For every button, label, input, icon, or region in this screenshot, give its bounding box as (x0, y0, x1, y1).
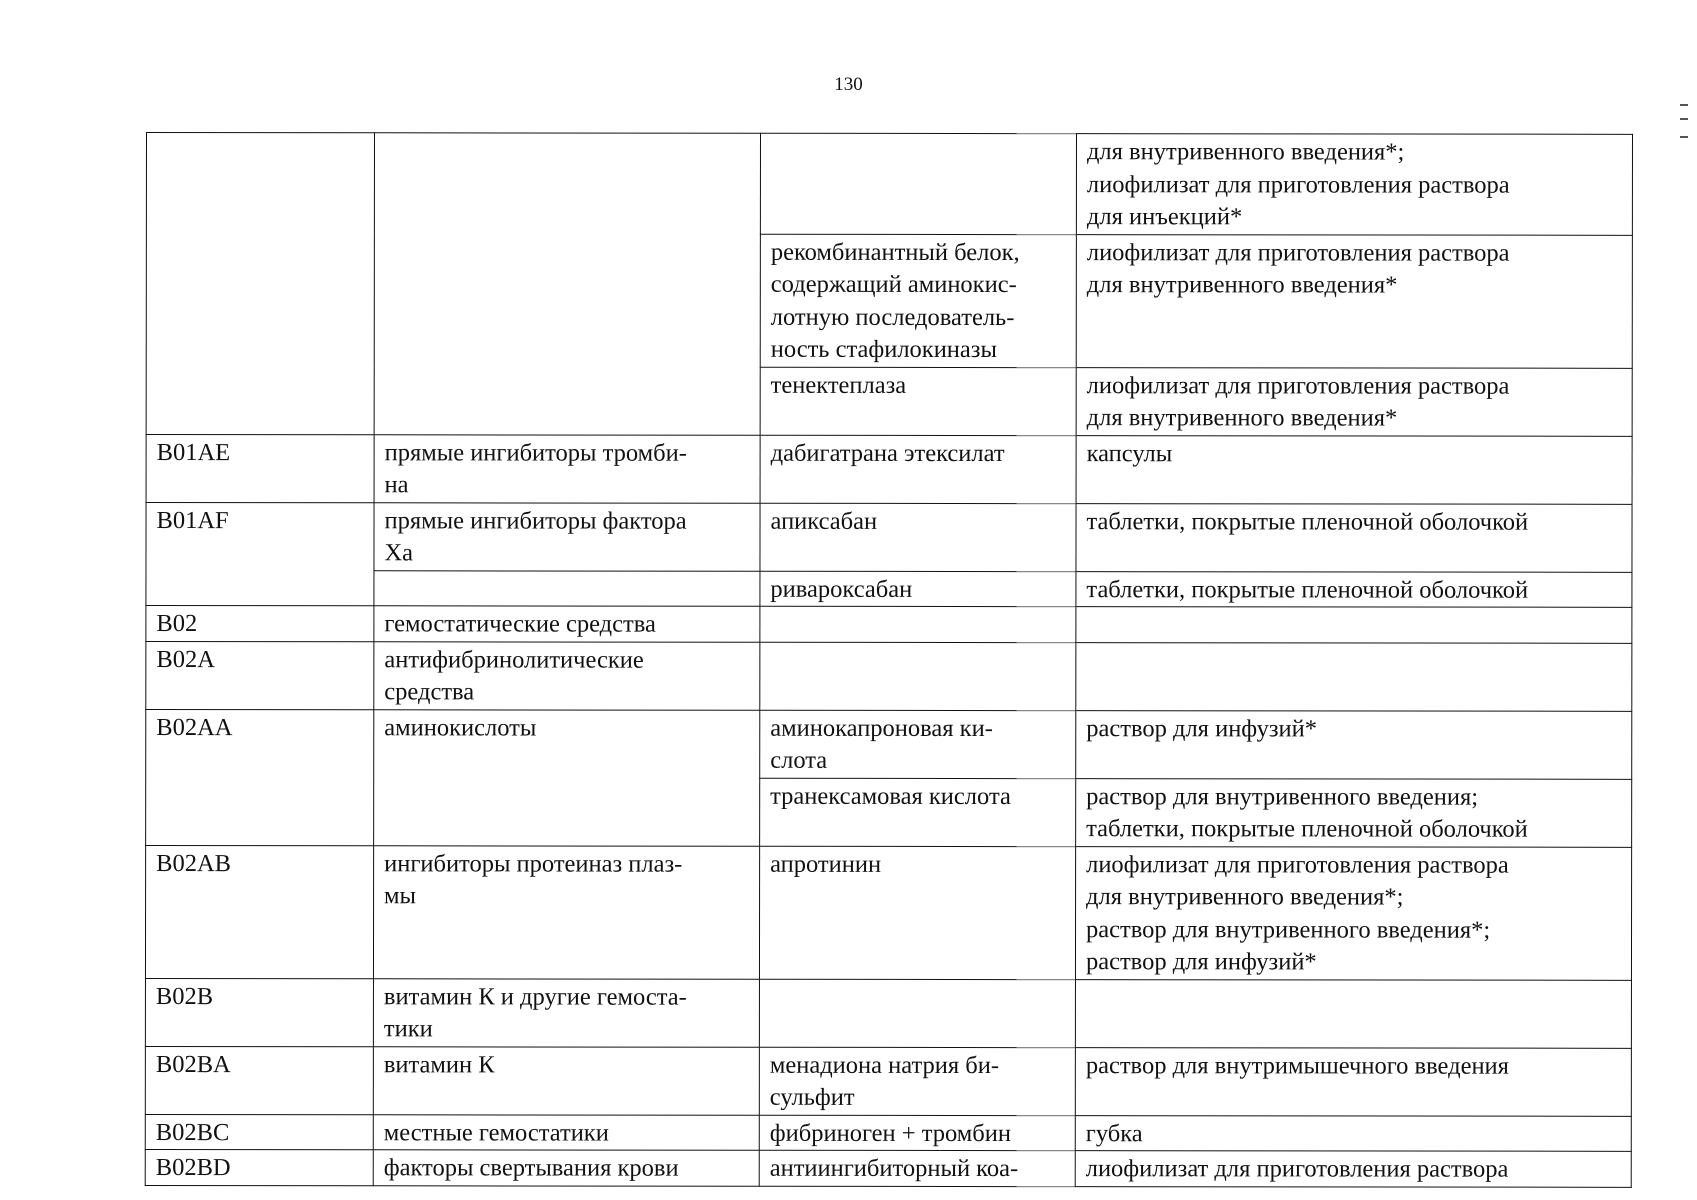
forms-cell: таблетки, покрытые пленочной оболочкой (1076, 571, 1632, 607)
atc-code-cell: B02AB (145, 845, 373, 978)
drug-cell: ривароксабан (760, 571, 1076, 607)
group-cell: аминокислоты (374, 709, 760, 845)
forms-cell: раствор для инфузий* (1076, 710, 1632, 779)
table-row (146, 606, 1632, 643)
forms-cell: лиофилизат для приготовления раствора для внутривенного введения* (1076, 234, 1632, 368)
table-row (145, 1149, 1631, 1186)
atc-code-cell: B02 (146, 606, 374, 642)
atc-code-cell: B02BA (145, 1046, 373, 1114)
atc-code-cell: B02BC (145, 1114, 373, 1150)
atc-code-cell: B02B (145, 978, 373, 1046)
group-cell: витамин К и другие гемоста- тики (373, 978, 759, 1046)
atc-code-cell: B02AA (146, 709, 374, 845)
atc-code-cell: B01AE (146, 434, 374, 502)
forms-cell (1075, 979, 1631, 1048)
group-cell: антифибринолитические средства (374, 641, 760, 709)
drug-cell: аминокапроновая ки- слота (760, 710, 1076, 778)
forms-cell: губка (1075, 1115, 1631, 1151)
group-cell (374, 133, 760, 435)
forms-cell: лиофилизат для приготовления раствора (1075, 1151, 1631, 1187)
page-number: 130 (834, 74, 863, 95)
group-cell: гемостатические средства (374, 606, 760, 642)
drug-cell: антиингибиторный коа- (759, 1150, 1075, 1186)
drug-cell: дабигатрана этексилат (760, 435, 1076, 503)
table-row (145, 845, 1631, 980)
forms-cell (1076, 607, 1632, 643)
table-row (146, 502, 1632, 572)
group-cell (374, 570, 760, 606)
margin-mark (1680, 104, 1688, 138)
forms-cell: раствор для внутримышечного введения (1075, 1047, 1631, 1116)
drug-cell: фибриноген + тромбин (759, 1115, 1075, 1151)
table-row (145, 1046, 1631, 1116)
drug-cell: апиксабан (760, 503, 1076, 571)
atc-code-cell (146, 133, 374, 435)
forms-cell: капсулы (1076, 435, 1632, 504)
drug-cell (759, 979, 1075, 1047)
forms-cell: лиофилизат для приготовления раствора для внутривенного введения* (1076, 367, 1632, 436)
forms-cell (1076, 642, 1632, 711)
forms-cell: раствор для внутривенного введения; таблетки, покрытые пленочной оболочкой (1076, 778, 1632, 847)
drug-cell: транексамовая кислота (760, 778, 1076, 846)
table-row (146, 133, 1632, 235)
drug-cell (760, 133, 1076, 234)
drug-cell: рекомбинантный белок, содержащий аминокис- лотную последователь- ность стафилокиназы (760, 234, 1076, 367)
drug-cell: менадиона натрия би- сульфит (759, 1047, 1075, 1115)
forms-cell: для внутривенного введения*; лиофилизат для приготовления раствора для инъекций* (1076, 134, 1632, 235)
forms-cell: лиофилизат для приготовления раствора для внутривенного введения*; раствор для внутривенного введения*; раствор для инфузий* (1075, 846, 1631, 980)
drug-cell: тенектеплаза (760, 367, 1076, 435)
group-cell: факторы свертывания крови (373, 1150, 759, 1186)
drug-cell: апротинин (759, 846, 1075, 979)
group-cell: местные гемостатики (373, 1114, 759, 1150)
table-row (146, 709, 1632, 779)
atc-code-cell: B02BD (145, 1149, 373, 1185)
forms-cell: таблетки, покрытые пленочной оболочкой (1076, 503, 1632, 572)
table-row (145, 978, 1631, 1048)
group-cell: прямые ингибиторы фактора Xa (374, 502, 760, 570)
group-cell: ингибиторы протеиназ плаз- мы (373, 845, 759, 978)
atc-code-cell: B02A (146, 641, 374, 709)
table-row (146, 641, 1632, 711)
drug-cell (760, 606, 1076, 642)
group-cell: витамин К (373, 1046, 759, 1114)
group-cell: прямые ингибиторы тромби- на (374, 434, 760, 502)
atc-code-cell: B01AF (146, 502, 374, 606)
table-row (146, 434, 1632, 504)
drug-table (145, 132, 1633, 1187)
table-row (145, 1114, 1631, 1151)
drug-cell (760, 642, 1076, 710)
